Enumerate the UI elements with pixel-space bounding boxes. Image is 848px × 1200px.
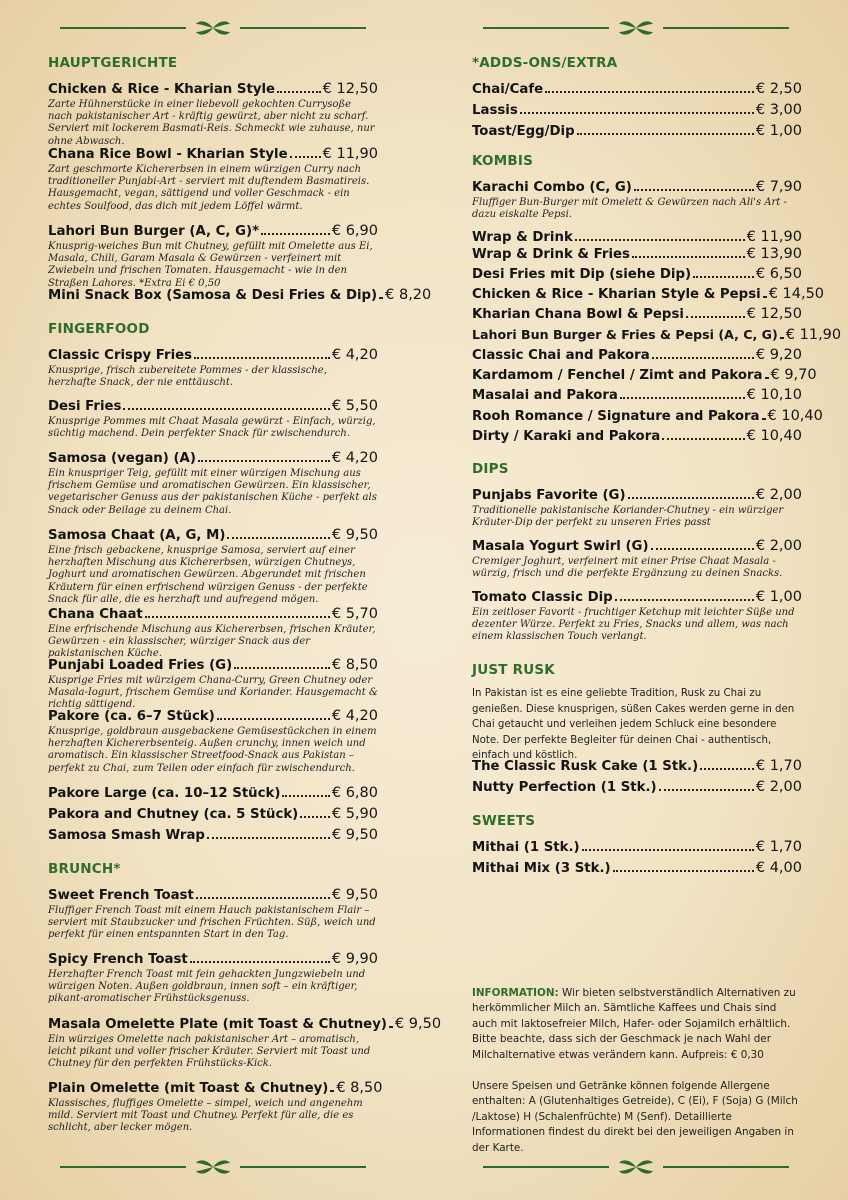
item-price: € 14,50 [768,286,825,302]
leaf-ornament-icon [193,1157,233,1177]
menu-item [48,223,378,290]
menu-item [48,657,378,712]
item-name: Mithai (1 Stk.) [472,840,580,855]
item-price: € 4,20 [331,450,378,466]
item-price: € 10,40 [746,428,802,444]
information-label: INFORMATION: [472,987,559,999]
item-name: Pakore (ca. 6–7 Stück) [48,709,215,724]
item-description: Knusprige, goldbraun ausgebackene Gemüsestückchen in einem herzhaften Kichererbsenteig. Außen crunchy, innen weich und aromatisch. Ein klassischer Streetfood-Snack aus Pakistan – perfekt zu Chai, zum Teilen oder einfach für zwischendurch. [48,726,377,774]
item-name: Mithai Mix (3 Stk.) [472,861,611,876]
item-price: € 1,70 [755,839,802,855]
leaf-ornament-icon [616,1157,656,1177]
item-description: Fluffiger French Toast mit einem Hauch pakistanischem Flair – serviert mit Staubzucker und frischen Früchten. Süß, weich und perfekt für einen entspannten Start in den Tag. [48,905,376,941]
menu-item [472,347,802,364]
menu-item [48,606,378,661]
item-name: Desi Fries [48,399,122,414]
item-name: Nutty Perfection (1 Stk.) [472,780,657,795]
item-name: Toast/Egg/Dip [472,124,575,139]
menu-item [48,785,378,802]
item-price: € 11,90 [746,229,802,245]
section-title-fingerfood: FINGERFOOD [48,321,150,337]
menu-item [472,246,802,263]
section-title-hauptgerichte: HAUPTGERICHTE [48,55,178,71]
item-price: € 9,90 [331,951,378,967]
menu-item [472,839,802,856]
item-name: Samosa Smash Wrap [48,828,205,843]
item-name: Punjabi Loaded Fries (G) [48,658,233,673]
item-description: Knusprige Pommes mit Chaat Masala gewürzt - Einfach, würzig, süchtig machend. Dein perfekter Snack für zwischendurch. [48,416,376,440]
item-price: € 8,50 [331,657,378,673]
allergen-note: Unsere Speisen und Getränke können folgende Allergene enthalten: A (Glutenhaltiges Getreide), C (Ei), F (Soja) G (Milch /Laktose) H (Schalenfrüchte) M (Senf). Detaillierte Informationen findest du direkt bei den jeweiligen Angaben in der Karte. [472,1080,798,1154]
item-name: Mini Snack Box (Samosa & Desi Fries & Dip) [48,288,378,303]
bottom-left-ornament [60,1157,366,1177]
menu-item [48,398,378,440]
menu-item [472,306,802,323]
item-price: € 8,50 [336,1080,383,1096]
item-name: Desi Fries mit Dip (siehe Dip) [472,267,692,282]
item-description: Ein würziges Omelette nach pakistanischer Art – aromatisch, leicht pikant und voller frischer Kräuter. Serviert mit Toast und Chutney für den perfekten Frühstücks-Kick. [48,1034,371,1070]
item-price: € 1,00 [755,123,802,139]
item-price: € 6,50 [755,266,802,282]
item-name: Spicy French Toast [48,952,188,967]
item-name: Kardamom / Fenchel / Zimt and Pakora [472,368,763,383]
item-name: Kharian Chana Bowl & Pepsi [472,307,684,322]
item-name: Masala Omelette Plate (mit Toast & Chutney) [48,1017,387,1032]
item-description: Knusprige, frisch zubereitete Pommes - der klassische, herzhafte Snack, der nie enttäuscht. [48,365,327,389]
item-name: Masala Yogurt Swirl (G) [472,539,649,554]
item-name: Chana Rice Bowl - Kharian Style [48,147,288,162]
menu-item [48,450,378,517]
item-price: € 10,40 [767,408,823,424]
item-name: Chicken & Rice - Kharian Style [48,82,276,97]
menu-item [472,428,802,445]
leaf-ornament-icon [193,18,233,38]
section-title-brunch: BRUNCH* [48,861,121,877]
menu-item [472,538,802,580]
item-price: € 8,20 [385,287,432,303]
menu-item [472,487,802,529]
item-name: Wrap & Drink & Fries [472,247,630,262]
top-right-ornament [483,18,789,38]
item-name: Sweet French Toast [48,888,194,903]
item-name: Samosa (vegan) (A) [48,451,196,466]
item-description: Cremiger Joghurt, verfeinert mit einer Prise Chaat Masala - würzig, frisch und die perfekte Ergänzung zu deinen Snacks. [472,556,783,580]
item-name: Lassis [472,103,518,118]
item-price: € 7,90 [755,179,802,195]
information-text: Wir bieten selbstverständlich Alternativen zu herkömmlicher Milch an. Sämtliche Kaffees und Chais sind auch mit laktosefreier Milch, Hafer- oder Sojamilch erhältlich. Bitte beachte, dass sich der Geschmack je nach Wahl der Milchalternative etwas verändern kann. Aufpreis: € 0,30 [472,987,796,1061]
menu-item [472,758,802,775]
item-price: € 3,00 [755,102,802,118]
menu-item [48,287,432,304]
menu-item [472,286,825,303]
item-name: Chana Chaat [48,607,143,622]
item-price: € 9,70 [770,367,817,383]
item-description: Fluffiger Bun-Burger mit Omelett & Gewürzen nach Ali's Art - dazu eiskalte Pepsi. [472,197,787,221]
item-name: The Classic Rusk Cake (1 Stk.) [472,759,699,774]
top-left-ornament [60,18,366,38]
item-description: Herzhafter French Toast mit fein gehackten Jungzwiebeln und würzigen Noten. Außen goldbraun, innen soft – ein kräftiger, pikant-aromatischer Frühstücksgenuss. [48,969,366,1005]
item-name: Masalai and Pakora [472,388,618,403]
item-price: € 2,00 [755,538,802,554]
menu-item [48,81,378,148]
item-price: € 9,50 [331,827,378,843]
item-price: € 9,20 [755,347,802,363]
item-description: Ein knuspriger Teig, gefüllt mit einer würzigen Mischung aus frischem Gemüse und aromatischen Gewürzen. Ein klassischer, vegetarischer Genuss aus der pakistanischen Küche - perfekt als Snack oder Beilage zu deinem Chai. [48,468,377,516]
menu-item [472,102,802,119]
section-title-sweets: SWEETS [472,813,536,829]
item-price: € 2,50 [755,81,802,97]
menu-item [472,81,802,98]
item-name: Classic Crispy Fries [48,348,193,363]
item-name: Lahori Bun Burger (A, C, G)* [48,224,260,239]
menu-item [472,123,802,140]
item-name: Chai/Cafe [472,82,544,97]
item-price: € 5,70 [331,606,378,622]
item-price: € 9,50 [331,527,378,543]
item-name: Samosa Chaat (A, G, M) [48,528,226,543]
menu-item [48,708,378,775]
item-description: Traditionelle pakistanische Koriander-Chutney - ein würziger Kräuter-Dip der perfekt zu unseren Fries passt [472,505,784,529]
item-description: Eine erfrischende Mischung aus Kichererbsen, frischen Kräuter, Gewürzen - ein klassischer, würziger Snack aus der pakistanischen Küche. [48,624,376,660]
menu-item [48,951,378,1006]
item-price: € 12,50 [746,306,802,322]
item-price: € 6,90 [331,223,378,239]
item-price: € 5,90 [331,806,378,822]
item-price: € 9,50 [394,1016,442,1032]
item-price: € 13,90 [746,246,802,262]
menu-item [48,347,378,389]
item-name: Wrap & Drink [472,230,573,245]
item-price: € 10,10 [746,387,802,403]
menu-item [48,887,378,942]
menu-item [472,779,802,796]
menu-item [472,326,842,344]
menu-item [472,860,802,877]
menu-item [472,179,802,221]
item-description: Eine frisch gebackene, knusprige Samosa, serviert auf einer herzhaften Mischung aus Kichererbsen, würzigen Chutneys, Joghurt und aromatischen Gewürzen. Abgerundet mit frischen Kräutern für einen erfrischend würzigen Genuss - der perfekte Snack für alle, die es herzhaft und aufregend mögen. [48,545,368,605]
section-title-dips: DIPS [472,461,509,477]
item-price: € 6,80 [331,785,378,801]
item-price: € 11,90 [322,146,378,162]
item-price: € 2,00 [755,487,802,503]
item-name: Punjabs Favorite (G) [472,488,626,503]
item-name: Classic Chai and Pakora [472,348,650,363]
item-price: € 5,50 [331,398,378,414]
item-price: € 4,00 [755,860,802,876]
item-price: € 2,00 [755,779,802,795]
item-description: Ein zeitloser Favorit - fruchtiger Ketchup mit leichter Süße und dezenter Würze. Perfekt zu Fries, Snacks und allem, was nach einem klassischen Touch verlangt. [472,607,795,643]
leaf-ornament-icon [616,18,656,38]
menu-item [472,367,817,384]
item-name: Lahori Bun Burger & Fries & Pepsi (A, C, G) [472,327,778,342]
item-description: Zarte Hühnerstücke in einer liebevoll gekochten Currysoße nach pakistanischer Art - kräftig gewürzt, aber nicht zu scharf. Serviert mit lockerem Basmati-Reis. Schmeckt wie zuhause, nur ohne Abwasch. [48,99,375,147]
item-description: Zart geschmorte Kichererbsen in einem würzigen Curry nach traditioneller Punjabi-Art - serviert mit duftendem Basmatireis. Hausgemacht, vegan, sättigend und voller Geschmack - ein echtes Soulfood, das dich mit jedem Löffel wärmt. [48,164,370,212]
menu-item [472,589,802,644]
menu-item [472,387,802,404]
item-price: € 11,90 [785,327,842,343]
item-price: € 4,20 [331,347,378,363]
menu-item [472,408,823,425]
item-name: Pakora and Chutney (ca. 5 Stück) [48,807,299,822]
information-note [472,986,802,1063]
rusk-intro: In Pakistan ist es eine geliebte Tradition, Rusk zu Chai zu genießen. Diese knusprigen, süßen Cakes werden gerne in den Chai getaucht und verleihen jedem Schluck eine besondere Note. Der perfekte Begleiter für deinen Chai - authentisch, einfach und köstlich. [472,688,795,762]
menu-item [48,806,378,823]
menu-item [472,229,802,246]
section-title-addons: *ADDS-ONS/EXTRA [472,55,618,71]
section-title-kombis: KOMBIS [472,153,534,169]
menu-item [48,1080,383,1135]
item-description: Kusprige Fries mit würzigem Chana-Curry, Green Chutney oder Masala-Iogurt, frischem Gemüse und Koriander. Hausgemacht & richtig sättigend. [48,675,378,711]
item-description: Knusprig-weiches Bun mit Chutney, gefüllt mit Omelette aus Ei, Masala, Chili, Garam Masala & Gewürzen - verfeinert mit Zwiebeln und frischen Tomaten. Hausgemacht - wie in den Straßen Lahores. *Extra Ei € 0,50 [48,241,373,289]
item-description: Klassisches, fluffiges Omelette – simpel, weich und angenehm mild. Serviert mit Toast und Chutney. Perfekt für alle, die es schlicht, aber lecker mögen. [48,1098,363,1134]
menu-item [48,827,378,844]
item-name: Karachi Combo (C, G) [472,180,632,195]
item-name: Dirty / Karaki and Pakora [472,429,661,444]
item-price: € 1,70 [755,758,802,774]
bottom-right-ornament [483,1157,789,1177]
section-title-just-rusk: JUST RUSK [472,662,555,678]
menu-item [48,146,378,213]
item-price: € 12,50 [322,81,378,97]
item-price: € 4,20 [331,708,378,724]
menu-item [472,266,802,283]
item-price: € 9,50 [331,887,378,903]
item-price: € 1,00 [755,589,802,605]
item-name: Tomato Classic Dip [472,590,613,605]
menu-item [48,527,378,606]
item-name: Plain Omelette (mit Toast & Chutney) [48,1081,329,1096]
menu-item [48,1016,442,1071]
item-name: Pakore Large (ca. 10–12 Stück) [48,786,281,801]
item-name: Rooh Romance / Signature and Pakora [472,409,760,424]
item-name: Chicken & Rice - Kharian Style & Pepsi [472,287,761,302]
